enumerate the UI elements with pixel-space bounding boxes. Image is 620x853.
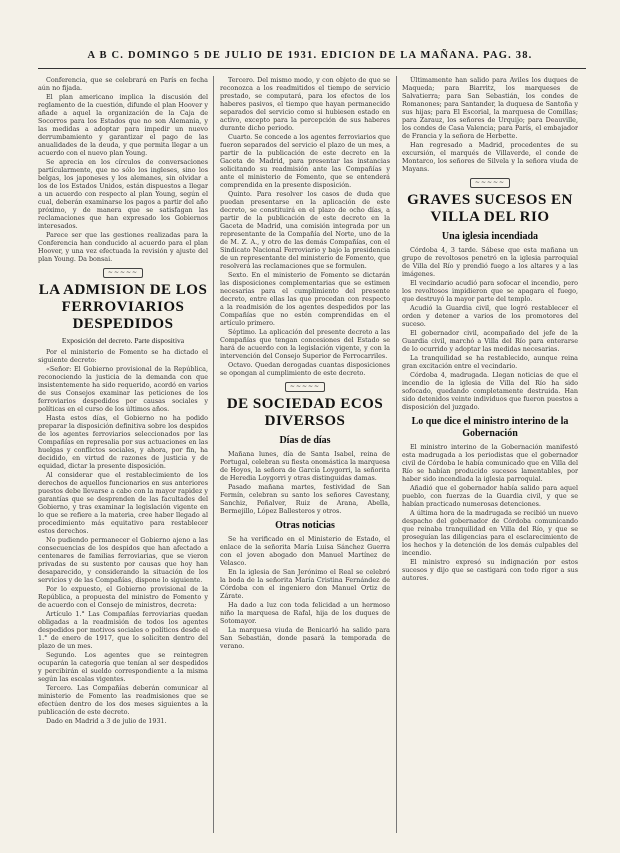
section-ornament: [220, 382, 390, 392]
article-paragraph: La tranquilidad se ha restablecido, aunque reina gran excitación entre el vecindario.: [402, 354, 578, 370]
article-paragraph: El vecindario acudió para sofocar el incendio, pero los revoltosos impidieron que se apagara el fuego, que destruyó la mayor parte del templo.: [402, 279, 578, 303]
article-paragraph: El ministro expresó su indignación por estos sucesos y dijo que se castigará con todo rigor a sus autores.: [402, 558, 578, 582]
article-paragraph: El plan americano implica la discusión del reglamento de la cuestión, difunde el plan Hoover y añade a aquel la organización de la Caja de Socorros para los Estados que no son Alemania, y las medidas a adoptar para impedir un nuevo derrumbamiento y garantizar el pago de las anualidades de la deuda, y que permita llegar a un acuerdo con el nuevo plan Young.: [38, 93, 208, 157]
article-paragraph: Se aprecia en los círculos de conversaciones partícularmente, que no sólo los ingleses, sino los belgas, los japoneses y los alemanes, sin olvidar a los de los Estados Unidos, están dispuestos a llegar a un acuerdo con respecto al plan Young, según el cual, deberán examinarse los pagos a partir del año próximo, y de manera que se satisfagan las reclamaciones que han expresado los Gobiernos interesados.: [38, 158, 208, 230]
column-divider-1: [213, 76, 214, 833]
article-paragraph: Hasta estos días, el Gobierno no ha podido preparar la disposición definitiva sobre los despidos de los agentes ferroviarios seleccionados por las Compañías en represalia por sus actuaciones en las huelgas y conflictos sociales, y ahora, por fin, ha decidido, en virtud de razones de justicia y de equidad, dictar la presente disposición.: [38, 414, 208, 470]
headline: LA ADMISION DE LOS FERROVIARIOS DESPEDIDOS: [38, 282, 208, 332]
article-paragraph: Tercero. Del mismo modo, y con objeto de que se reconozca a los readmitidos el tiempo de servicio prestado, se computará, para los efectos de los haberes pasivos, el tiempo que hayan permanecido separados del servicio como si hubiesen estado en activo, excepto para la percepción de sus haberes durante dicho periodo.: [220, 76, 390, 132]
article-paragraph: Córdoba 4, madrugada. Llegan noticias de que el incendio de la iglesia de Villa del Río ha sido sofocado, quedando completamente destruida. Han sido detenidos veinte individuos que fueron puestos a disposición del juzgado.: [402, 371, 578, 411]
article-paragraph: El gobernador civil, acompañado del jefe de la Guardia civil, marchó a Villa del Río para enterarse de lo ocurrido y adoptar las medidas necesarias.: [402, 329, 578, 353]
article-paragraph: Han regresado a Madrid, procedentes de su excursión, el marqués de Villaverde, el conde de Montarco, los señores de Silvela y la señora viuda de Mayans.: [402, 141, 578, 173]
article-paragraph: Dado en Madrid a 3 de julio de 1931.: [46, 717, 167, 725]
headline: DE SOCIEDAD ECOS DIVERSOS: [226, 396, 384, 429]
subheadline: Lo que dice el ministro interino de la Gobernación: [411, 416, 569, 439]
ornament-glyph: ~~~~~: [103, 268, 143, 278]
article-paragraph: Segundo. Los agentes que se reintegren ocuparán la categoría que tenían al ser despedidos y percibirán el sueldo correspondiente a la misma según las escalas vigentes.: [38, 651, 208, 683]
article-paragraph: El ministro interino de la Gobernación manifestó esta madrugada a los periodistas que el gobernador civil de Córdoba le había comunicado que en Villa del Río se habían producido sucesos lamentables, por haber sido incendiada la iglesia parroquial.: [402, 443, 578, 483]
article-paragraph: Añadió que el gobernador había salido para aquel pueblo, con fuerzas de la Guardia civil, y que se habían practicado numerosas detenciones.: [402, 484, 578, 508]
column-divider-2: [396, 76, 397, 833]
deck: Exposición del decreto. Parte dispositiva: [61, 336, 185, 345]
section-ornament: [402, 178, 578, 188]
article-paragraph: A última hora de la madrugada se recibió un nuevo despacho del gobernador de Córdoba comunicando que reinaba tranquilidad en Villa del Río, y que se proseguían las diligencias para el esclarecimiento de los hechos y la detención de los demás culpables del incendio.: [402, 509, 578, 557]
article-paragraph: Últimamente han salido para Aviles los duques de Maqueda; para Biarritz, los marqueses de Salvatierra; para San Sebastián, los condes de Romanones; para Santander, la duquesa de Santoña y sus hijas; para El Escorial, la marquesa de Comillas; para Zarauz, los señores de Urquijo; para Deauville, los condes de Casa Valencia; para París, el embajador de Francia y la señora de Herbette.: [402, 76, 578, 140]
column-right: [402, 76, 578, 835]
column-left: [38, 76, 208, 835]
subheadline: Días de días: [279, 435, 331, 446]
section-ornament: [38, 268, 208, 278]
subheadline: Una iglesia incendiada: [441, 231, 539, 242]
article-paragraph: Ha dado a luz con toda felicidad a un hermoso niño la marquesa de Rafal, hija de los duques de Sotomayor.: [220, 601, 390, 625]
article-paragraph: La marquesa viuda de Benicarló ha salido para San Sebastián, donde pasará la temporada de verano.: [220, 626, 390, 650]
article-paragraph: Artículo 1.° Las Compañías ferroviarias quedan obligadas a la readmisión de todos los agentes despedidos por motivos sociales o políticos desde el 1.° de enero de 1917, que lo soliciten dentro del plazo de un mes.: [38, 610, 208, 650]
article-paragraph: Cuarto. Se concede a los agentes ferroviarios que fueron separados del servicio el plazo de un mes, a partir de la publicación de este decreto en la Gaceta de Madrid, para presentar las instancias solicitando su readmisión ante las Compañías y ante el ministerio de Fomento, que se entenderá comprendida en la presente disposición.: [220, 133, 390, 189]
article-paragraph: Córdoba 4, 3 tarde. Sábese que esta mañana un grupo de revoltosos penetró en la iglesia parroquial de Villa del Río y prendió fuego a los altares y a las imágenes.: [402, 246, 578, 278]
article-paragraph: Acudió la Guardia civil, que logró restablecer el orden y detener a varios de los promotores del suceso.: [402, 304, 578, 328]
article-paragraph: Al considerar que el restablecimiento de los derechos de aquellos funcionarios en sus anteriores puestos debe llevarse a cabo con la mayor rapidez y garantías que se desprenden de las facultades del Gobierno, y tras examinar la legislación vigente en lo que se refiere a la materia, cree haber llegado al procedimiento más equitativo para restablecer estos derechos.: [38, 471, 208, 535]
article-paragraph: «Señor: El Gobierno provisional de la República, reconociendo la justicia de la demanda con que insistentemente ha sido requerido, acordó en varios de sus Consejos examinar las peticiones de los ferroviarios despedidos por causas sociales y políticas en el curso de los últimos años.: [38, 365, 208, 413]
headline: GRAVES SUCESOS EN VILLA DEL RIO: [407, 192, 573, 225]
article-paragraph: Octavo. Quedan derogadas cuantas disposiciones se opongan al cumplimiento de este decreto.: [220, 361, 390, 377]
ornament-glyph: ~~~~~: [285, 382, 325, 392]
article-paragraph: Séptimo. La aplicación del presente decreto a las Compañías que tengan concesiones del Estado se hará de acuerdo con la legislación vigente, y con la intervención del Consejo Superior de Ferrocarriles.: [220, 328, 390, 360]
article-paragraph: Parece ser que las gestiones realizadas para la Conferencia han conducido al acuerdo para el plan Hoover, y una vez efectuada la revisión y ajuste del plan Young. Da bonsai.: [38, 231, 208, 263]
article-paragraph: Sexto. En el ministerio de Fomento se dictarán las disposiciones complementarias que se estimen necesarias para el cumplimiento del presente decreto, entre ellas las que procedan con respecto a la readmisión de los agentes despedidos por las Compañías que no estén comprendidas en el artículo primero.: [220, 271, 390, 327]
article-paragraph: Por el ministerio de Fomento se ha dictado el siguiente decreto:: [38, 348, 208, 364]
article-paragraph: Pasado mañana martes, festividad de San Fermín, celebran su santo los señores Cavestany, Sanchiz, Peñalver, Ruiz de Arana, Abella, Bermejillo, López Ballesteros y otros.: [220, 483, 390, 515]
article-paragraph: Tercero. Las Compañías deberán comunicar al ministerio de Fomento las readmisiones que se efectúen dentro de los dos meses siguientes a la publicación de este decreto.: [38, 684, 208, 716]
article-paragraph: Conferencia, que se celebrará en París en fecha aún no fijada.: [38, 76, 208, 92]
article-paragraph: En la iglesia de San Jerónimo el Real se celebró la boda de la señorita María Cristina Fernández de Córdoba con el ingeniero don Manuel Ortiz de Zárate.: [220, 568, 390, 600]
article-paragraph: No pudiendo permanecer el Gobierno ajeno a las consecuencias de los despidos que han afectado a centenares de familias ferroviarias, que se vieron privadas de su sustento por causas que hoy han desaparecido, y considerando la situación de los servicios y de las Compañías, dispone lo siguiente.: [38, 536, 208, 584]
article-paragraph: Por lo expuesto, el Gobierno provisional de la República, a propuesta del ministro de Fomento y de acuerdo con el Consejo de ministros, decreta:: [38, 585, 208, 609]
article-paragraph: Mañana lunes, día de Santa Isabel, reina de Portugal, celebran su fiesta onomástica la marquesa de Hoyos, la señora de García Loygorri, la señorita de Heredia Loygorri y otras distinguidas damas.: [220, 450, 390, 482]
ornament-glyph: ~~~~~: [470, 178, 510, 188]
subheadline: Otras noticias: [275, 520, 335, 531]
article-paragraph: Se ha verificado en el Ministerio de Estado, el enlace de la señorita María Luisa Sánchez Guerra con el joven abogado don Manuel Martínez de Velasco.: [220, 535, 390, 567]
header-rule: [38, 68, 586, 69]
page-masthead: A B C. DOMINGO 5 DE JULIO DE 1931. EDICION DE LA MAÑANA. PAG. 38.: [87, 50, 533, 61]
column-middle: [220, 76, 390, 835]
article-paragraph: Quinto. Para resolver los casos de duda que puedan presentarse en la aplicación de este decreto, se constituirá en el plazo de ocho días, a partir de la publicación de este decreto en la Gaceta de Madrid, una comisión integrada por un representante de la Compañía del Norte, uno de la de M. Z. A., y otro de las demás Compañías, con el Sindicato Nacional Ferroviario y bajo la presidencia de un representante del ministerio de Fomento, que resolverá las reclamaciones que se formulen.: [220, 190, 390, 270]
